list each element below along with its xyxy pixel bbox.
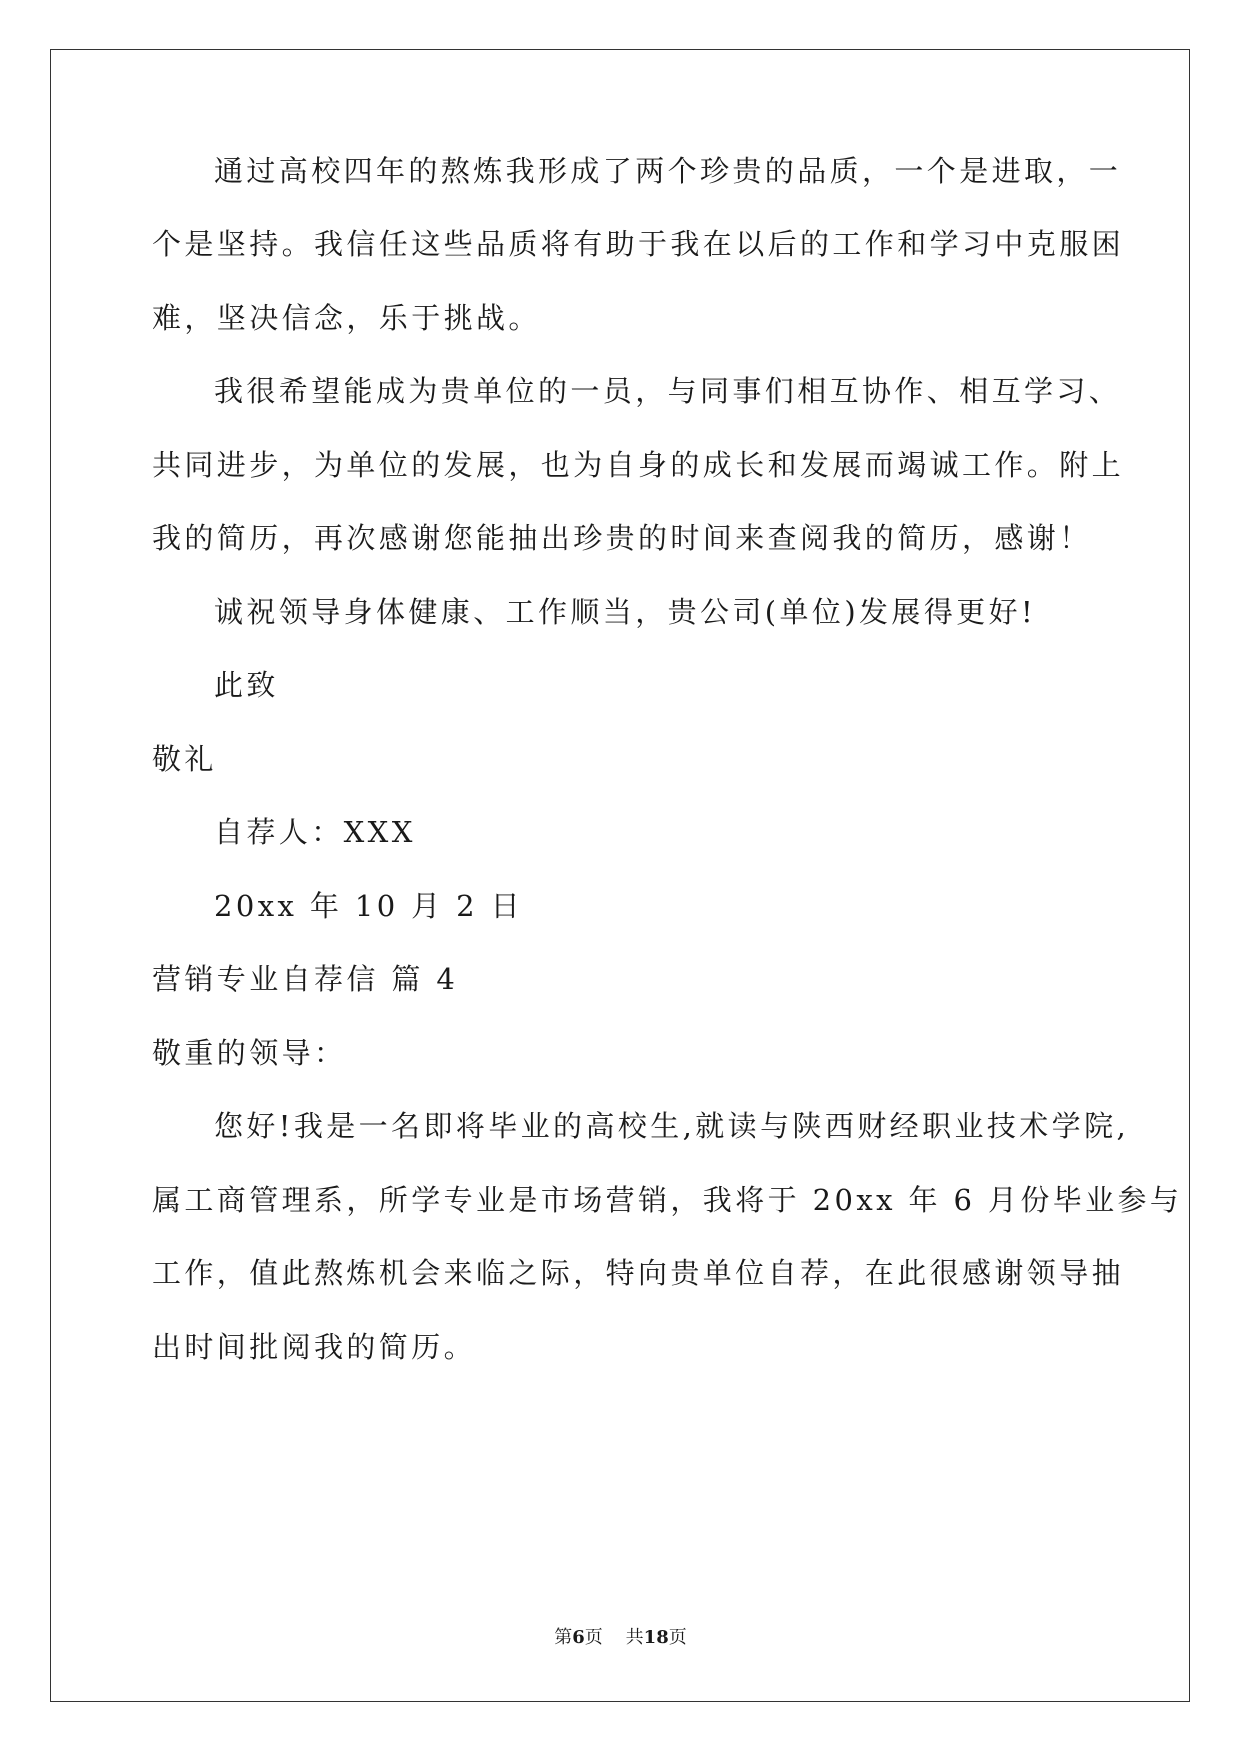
section-title: 营销专业自荐信 篇 4 [152, 962, 459, 996]
date-line: 20xx 年 10 月 2 日 [214, 889, 524, 923]
text-line: 共同进步，为单位的发展，也为自身的成长和发展而竭诚工作。附上 [152, 448, 1125, 482]
text-line: 个是坚持。我信任这些品质将有助于我在以后的工作和学习中克服困 [152, 227, 1125, 261]
text-line: 通过高校四年的熬炼我形成了两个珍贵的品质，一个是进取，一 [214, 154, 1122, 188]
footer-prefix: 第 [554, 1627, 573, 1648]
text-line: 我很希望能成为贵单位的一员，与同事们相互协作、相互学习、 [214, 374, 1122, 408]
current-page-number: 6 [572, 1627, 585, 1648]
text-line: 工作，值此熬炼机会来临之际，特向贵单位自荐，在此很感谢领导抽 [152, 1256, 1125, 1290]
text-line: 我的简历，再次感谢您能抽出珍贵的时间来查阅我的简历，感谢！ [152, 521, 1092, 555]
text-line: 难，坚决信念，乐于挑战。 [152, 301, 541, 335]
text-line: 出时间批阅我的简历。 [152, 1330, 477, 1364]
text-line: 您好!我是一名即将毕业的高校生,就读与陕西财经职业技术学院, [214, 1109, 1130, 1143]
page-footer [0, 1626, 1241, 1650]
signature-line: 自荐人：XXX [214, 815, 416, 849]
page-border [50, 49, 1190, 1702]
footer-total-unit: 页 [668, 1627, 687, 1648]
closing-respect: 敬礼 [152, 742, 217, 776]
text-line: 属工商管理系，所学专业是市场营销，我将于 20xx 年 6 月份毕业参与 [152, 1183, 1183, 1217]
text-line: 诚祝领导身体健康、工作顺当，贵公司(单位)发展得更好! [214, 595, 1037, 629]
footer-total-prefix: 共 [625, 1627, 644, 1648]
total-page-number: 18 [643, 1627, 669, 1648]
greeting-line: 敬重的领导： [152, 1036, 347, 1070]
closing-salutation: 此致 [214, 668, 279, 702]
footer-page-unit: 页 [584, 1627, 603, 1648]
